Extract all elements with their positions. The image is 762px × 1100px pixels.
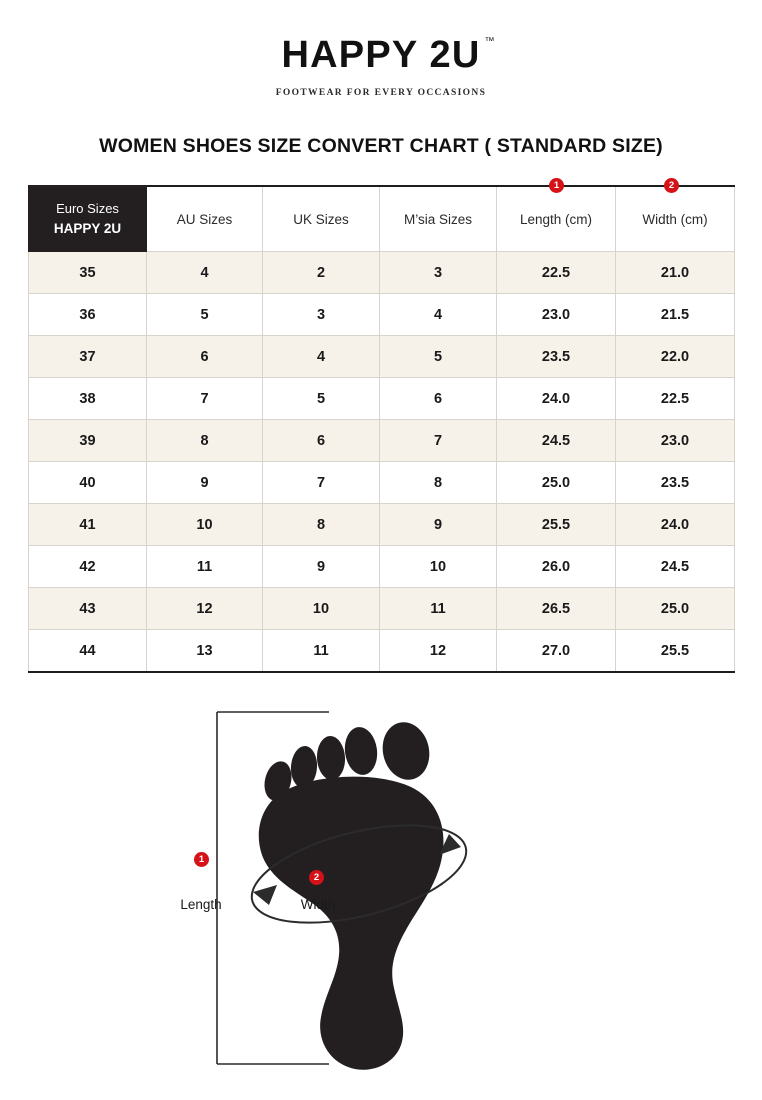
cell-msia: 11 xyxy=(380,588,497,630)
cell-width: 21.0 xyxy=(616,252,735,294)
cell-euro: 37 xyxy=(29,336,147,378)
cell-au: 9 xyxy=(147,462,263,504)
cell-msia: 9 xyxy=(380,504,497,546)
cell-msia: 6 xyxy=(380,378,497,420)
cell-msia: 10 xyxy=(380,546,497,588)
cell-uk: 8 xyxy=(263,504,380,546)
cell-width: 22.5 xyxy=(616,378,735,420)
cell-uk: 7 xyxy=(263,462,380,504)
cell-euro: 38 xyxy=(29,378,147,420)
cell-msia: 8 xyxy=(380,462,497,504)
table-row xyxy=(29,588,735,630)
cell-uk: 5 xyxy=(263,378,380,420)
cell-au: 6 xyxy=(147,336,263,378)
table-header-row xyxy=(29,186,735,252)
column-header-euro-line2: HAPPY 2U xyxy=(53,220,122,236)
width-marker-diagram: 2 xyxy=(309,870,324,885)
cell-uk: 4 xyxy=(263,336,380,378)
table-row xyxy=(29,378,735,420)
cell-euro: 39 xyxy=(29,420,147,462)
cell-msia: 7 xyxy=(380,420,497,462)
cell-euro: 44 xyxy=(29,630,147,673)
cell-length: 26.0 xyxy=(497,546,616,588)
cell-au: 12 xyxy=(147,588,263,630)
cell-length: 25.0 xyxy=(497,462,616,504)
cell-length: 23.5 xyxy=(497,336,616,378)
cell-length: 25.5 xyxy=(497,504,616,546)
cell-euro: 43 xyxy=(29,588,147,630)
cell-euro: 36 xyxy=(29,294,147,336)
table-row xyxy=(29,336,735,378)
brand-tagline: FOOTWEAR FOR EVERY OCCASIONS xyxy=(275,88,487,98)
cell-euro: 40 xyxy=(29,462,147,504)
cell-msia: 4 xyxy=(380,294,497,336)
foot-measurement-diagram xyxy=(161,709,601,1084)
cell-length: 23.0 xyxy=(497,294,616,336)
size-table-container xyxy=(28,180,734,673)
brand-logo-text: HAPPY 2U xyxy=(281,34,481,76)
size-table-body xyxy=(29,252,735,673)
length-marker-badge: 1 xyxy=(549,178,564,193)
brand-logo xyxy=(281,34,495,77)
cell-width: 25.0 xyxy=(616,588,735,630)
cell-euro: 41 xyxy=(29,504,147,546)
column-header-msia-sizes: M’sia Sizes xyxy=(380,186,497,252)
cell-au: 7 xyxy=(147,378,263,420)
cell-width: 25.5 xyxy=(616,630,735,673)
length-marker-diagram: 1 xyxy=(194,852,209,867)
cell-uk: 9 xyxy=(263,546,380,588)
column-header-au-sizes: AU Sizes xyxy=(147,186,263,252)
cell-length: 27.0 xyxy=(497,630,616,673)
cell-msia: 3 xyxy=(380,252,497,294)
trademark-symbol: ™ xyxy=(484,36,495,47)
foot-silhouette-icon xyxy=(259,718,444,1070)
cell-width: 24.5 xyxy=(616,546,735,588)
cell-length: 22.5 xyxy=(497,252,616,294)
cell-au: 8 xyxy=(147,420,263,462)
cell-width: 23.5 xyxy=(616,462,735,504)
cell-length: 26.5 xyxy=(497,588,616,630)
column-header-length: Length (cm) xyxy=(497,186,616,252)
cell-width: 21.5 xyxy=(616,294,735,336)
cell-msia: 12 xyxy=(380,630,497,673)
page-title: WOMEN SHOES SIZE CONVERT CHART ( STANDARD SIZE) xyxy=(99,135,663,157)
cell-msia: 5 xyxy=(380,336,497,378)
table-row xyxy=(29,504,735,546)
cell-uk: 3 xyxy=(263,294,380,336)
brand-header xyxy=(0,0,762,98)
cell-width: 24.0 xyxy=(616,504,735,546)
cell-euro: 42 xyxy=(29,546,147,588)
cell-width: 23.0 xyxy=(616,420,735,462)
cell-uk: 11 xyxy=(263,630,380,673)
table-row xyxy=(29,252,735,294)
width-marker-badge: 2 xyxy=(664,178,679,193)
cell-uk: 6 xyxy=(263,420,380,462)
column-header-euro-sizes xyxy=(29,186,147,252)
cell-au: 4 xyxy=(147,252,263,294)
cell-au: 13 xyxy=(147,630,263,673)
width-label: Width xyxy=(300,897,336,912)
cell-uk: 2 xyxy=(263,252,380,294)
size-conversion-table xyxy=(28,185,735,673)
cell-uk: 10 xyxy=(263,588,380,630)
cell-au: 10 xyxy=(147,504,263,546)
length-label: Length xyxy=(180,897,222,912)
cell-euro: 35 xyxy=(29,252,147,294)
column-header-euro-line1: Euro Sizes xyxy=(56,201,119,217)
cell-au: 11 xyxy=(147,546,263,588)
column-header-uk-sizes: UK Sizes xyxy=(263,186,380,252)
table-row xyxy=(29,630,735,673)
table-row xyxy=(29,294,735,336)
cell-length: 24.5 xyxy=(497,420,616,462)
cell-au: 5 xyxy=(147,294,263,336)
table-row xyxy=(29,546,735,588)
cell-width: 22.0 xyxy=(616,336,735,378)
column-header-width: Width (cm) xyxy=(616,186,735,252)
table-row xyxy=(29,420,735,462)
table-row xyxy=(29,462,735,504)
cell-length: 24.0 xyxy=(497,378,616,420)
